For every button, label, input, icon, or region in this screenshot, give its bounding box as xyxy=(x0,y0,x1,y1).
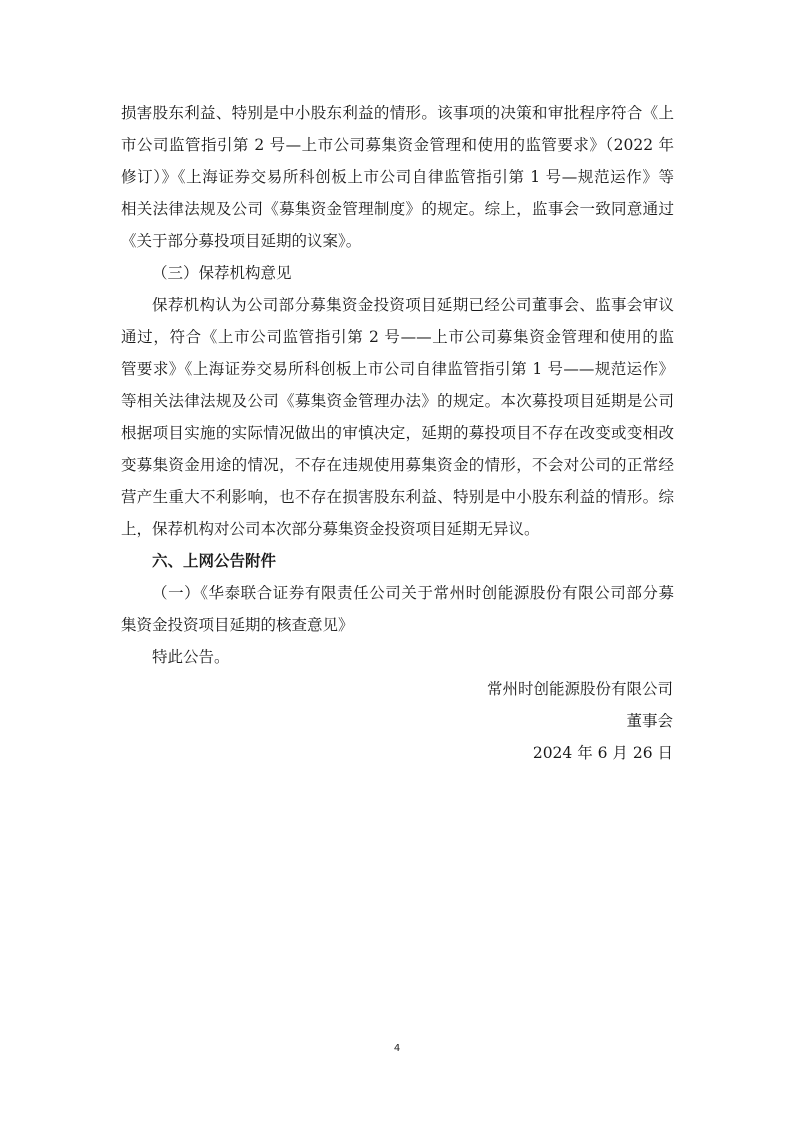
signature-date: 2024 年 6 月 26 日 xyxy=(532,744,673,762)
attachment-item-line: （一）《华泰联合证券有限责任公司关于常州时创能源股份有限公司部分募 xyxy=(152,584,674,602)
attachment-item-line: 集资金投资项目延期的核查意见》 xyxy=(121,616,354,634)
paragraph-line: 保荐机构认为公司部分募集资金投资项目延期已经公司董事会、监事会审议 xyxy=(152,296,674,314)
paragraph-line: 等相关法律法规及公司《募集资金管理办法》的规定。本次募投项目延期是公司 xyxy=(121,392,674,410)
paragraph-line: 根据项目实施的实际情况做出的审慎决定，延期的募投项目不存在改变或变相改 xyxy=(121,424,674,442)
signature-board: 董事会 xyxy=(626,712,673,730)
page-number: 4 xyxy=(393,1043,401,1054)
paragraph-line: 上，保荐机构对公司本次部分募集资金投资项目延期无异议。 xyxy=(121,520,540,538)
paragraph-line: 变募集资金用途的情况，不存在违规使用募集资金的情形，不会对公司的正常经 xyxy=(121,456,674,474)
signature-company: 常州时创能源股份有限公司 xyxy=(486,680,673,698)
closing-text: 特此公告。 xyxy=(152,648,230,666)
paragraph-line: 通过，符合《上市公司监管指引第 2 号——上市公司募集资金管理和使用的监 xyxy=(121,328,674,346)
paragraph-line: 损害股东利益、特别是中小股东利益的情形。该事项的决策和审批程序符合《上 xyxy=(121,104,674,122)
paragraph-line: 相关法律法规及公司《募集资金管理制度》的规定。综上，监事会一致同意通过 xyxy=(121,200,674,218)
section-heading-attachments: 六、上网公告附件 xyxy=(152,551,277,570)
paragraph-line: 管要求》《上海证券交易所科创板上市公司自律监管指引第 1 号——规范运作》 xyxy=(121,360,674,378)
paragraph-line: 营产生重大不利影响，也不存在损害股东利益、特别是中小股东利益的情形。综 xyxy=(121,488,674,506)
paragraph-line: 《关于部分募投项目延期的议案》。 xyxy=(121,232,362,250)
paragraph-line: 修订）》《上海证券交易所科创板上市公司自律监管指引第 1 号—规范运作》等 xyxy=(121,168,674,186)
paragraph-line: 市公司监管指引第 2 号—上市公司募集资金管理和使用的监管要求》（2022 年 xyxy=(121,136,674,154)
section-heading-sponsor-opinion: （三）保荐机构意见 xyxy=(152,264,292,282)
